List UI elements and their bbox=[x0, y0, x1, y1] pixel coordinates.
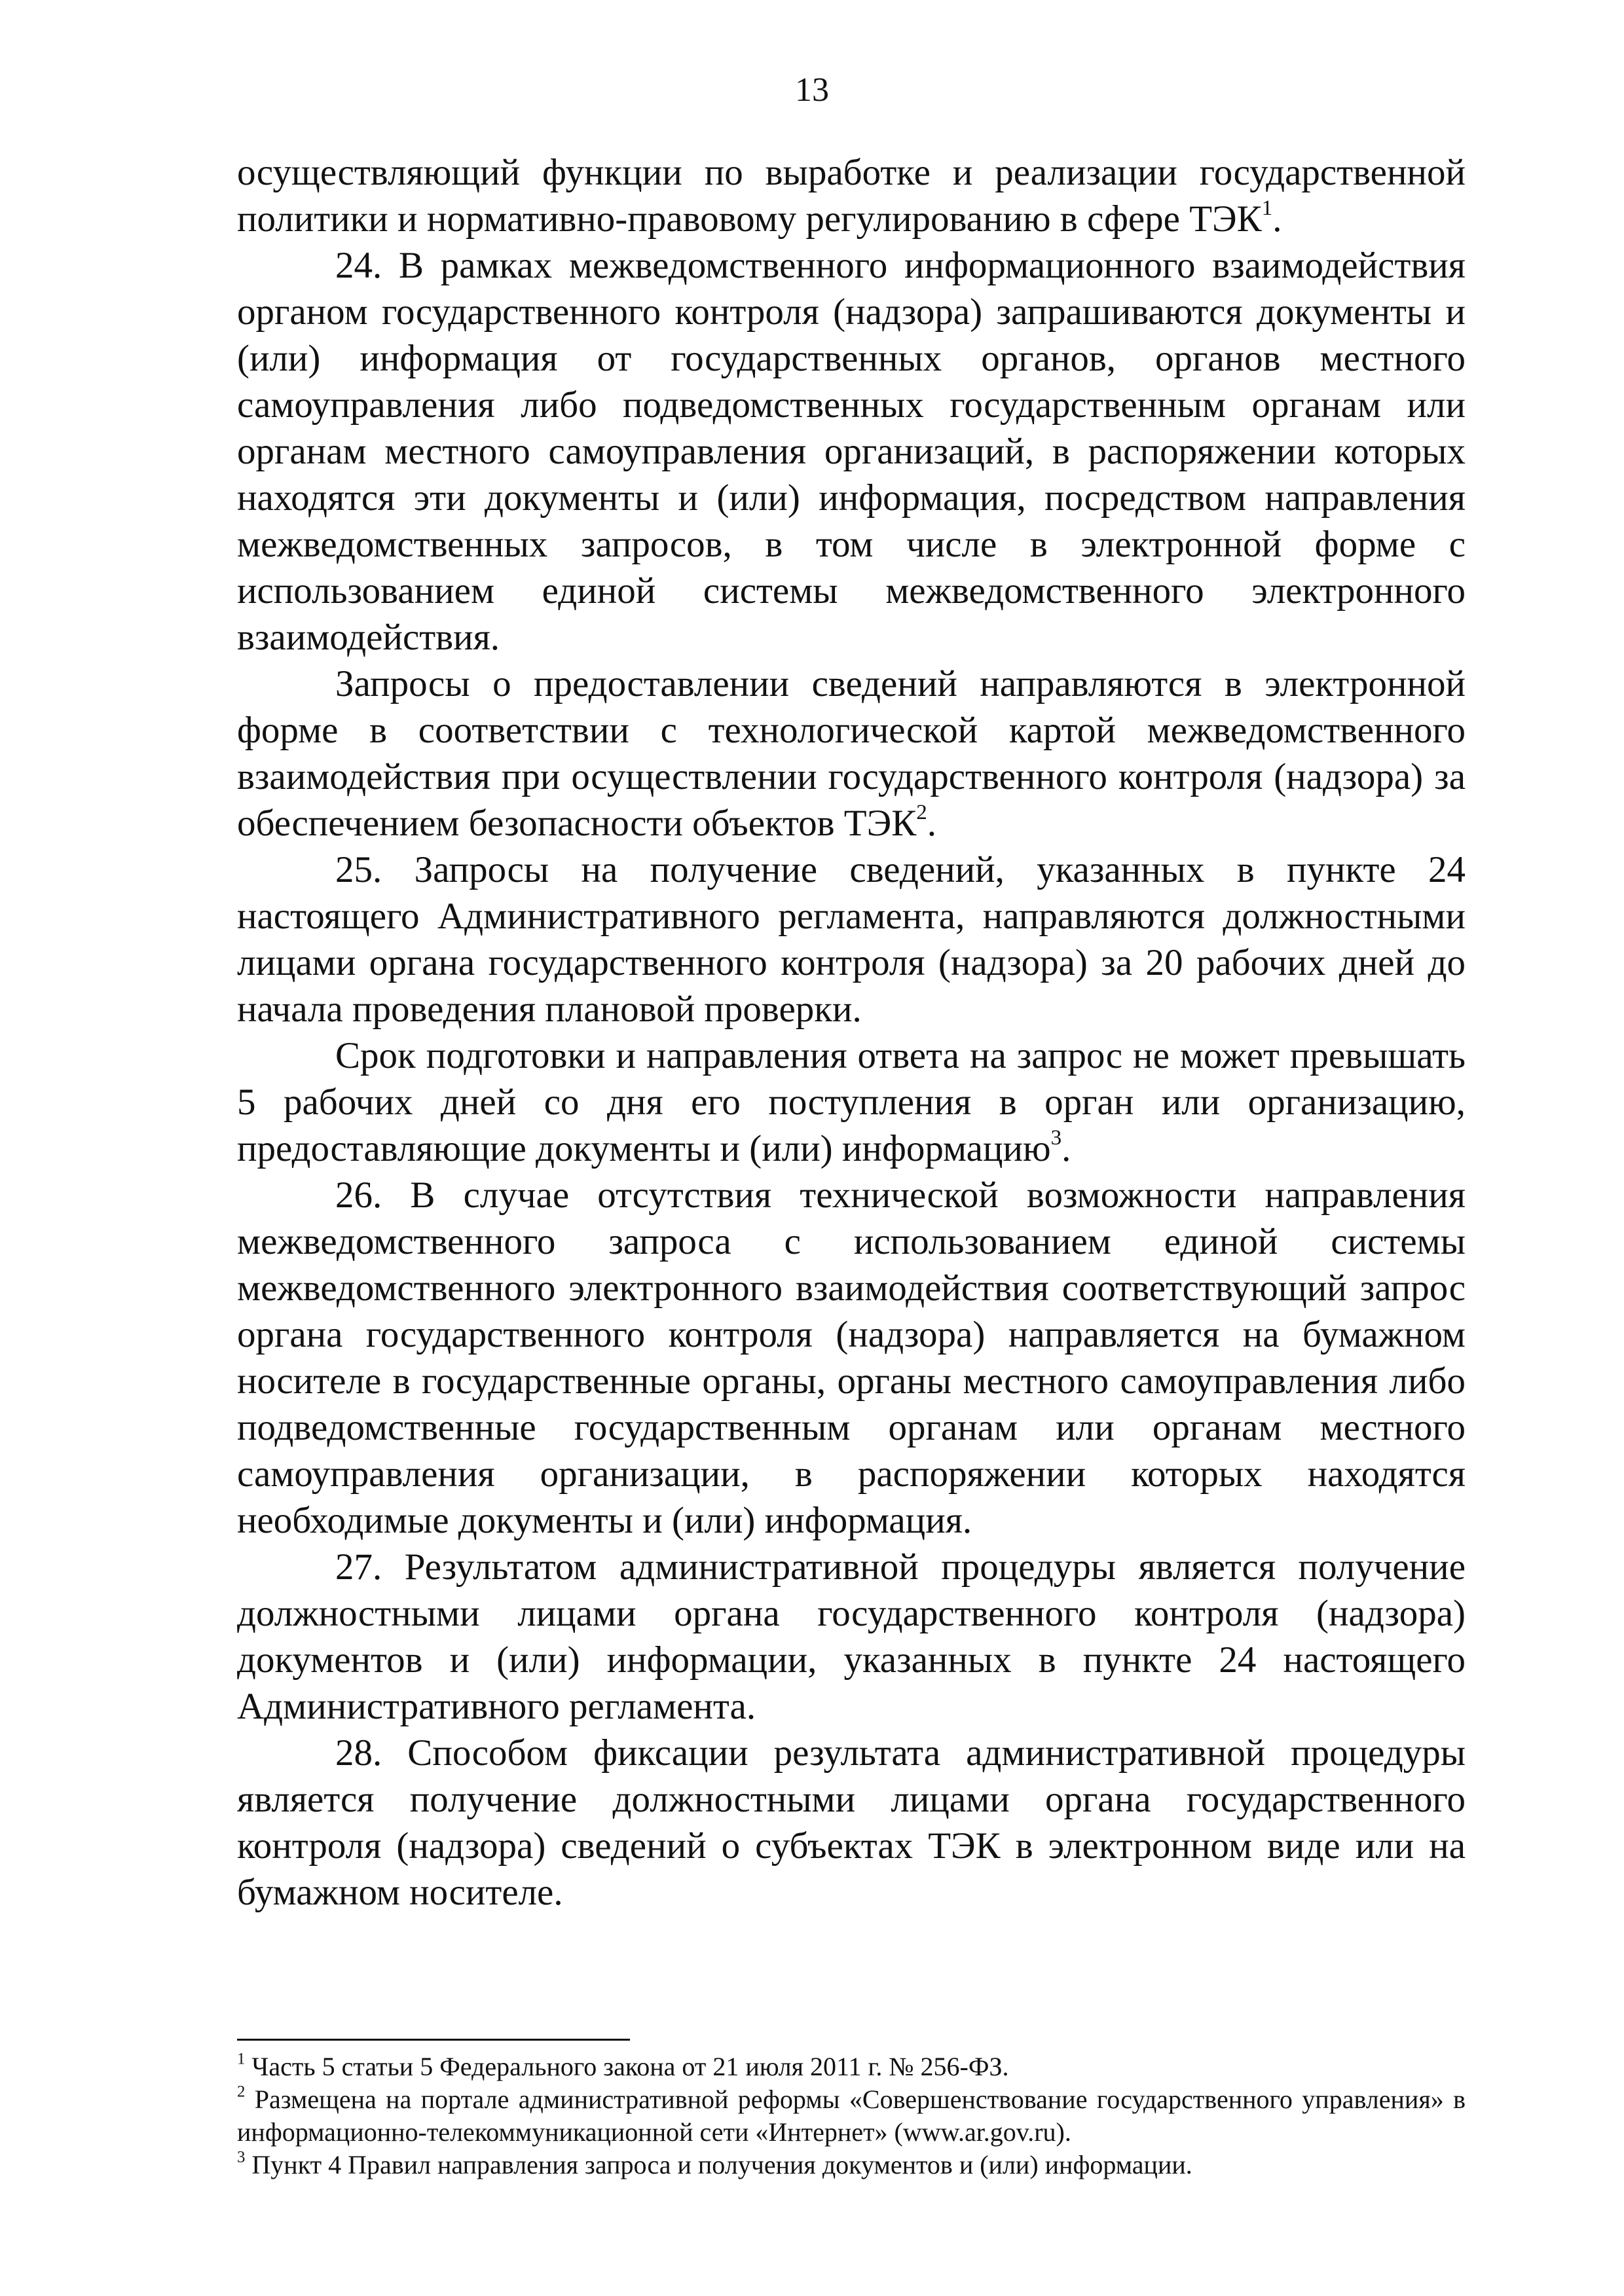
footnote-1: $^1$ Часть 5 статьи 5 Федерального закона от 21 июля 2011 г. № 256-ФЗ. bbox=[237, 2050, 1009, 2081]
footnote-mark-3: 3 bbox=[237, 2148, 246, 2166]
footnote-mark-1: 1 bbox=[237, 2050, 246, 2068]
paragraph-26: 26. В случае отсутствия технической возможности направления межведомственного запроса с использованием единой системы межведомственного электронного взаимодействия соответствующий запрос органа государственного контроля (надзора) направляется на бумажном носителе в государственные органы, органы местного самоуправления либо подведомственные государственным органам или органам местного самоуправления организации, в распоряжении которых находятся необходимые документы и (или) информация. bbox=[237, 1175, 1466, 1541]
page-number: 13 bbox=[795, 71, 829, 109]
paragraph-28: 28. Способом фиксации результата административной процедуры является получение должностными лицами органа государственного контроля (надзора) сведений о субъектах ТЭК в электронном виде или на бумажном носителе. bbox=[237, 1732, 1466, 1913]
footnote-mark-2: 2 bbox=[237, 2083, 246, 2101]
paragraph-24: 24. В рамках межведомственного информационного взаимодействия органом государственного контроля (надзора) запрашиваются документы и (или) информация от государственных органов, органов местного самоуправления либо подведомственных государственным органам или органам местного самоуправления организаций, в распоряжении которых находятся эти документы и (или) информация, посредством направления межведомственных запросов, в том числе в электронной форме с использованием единой системы межведомственного электронного взаимодействия. bbox=[237, 245, 1466, 658]
footnote-ref-3: 3 bbox=[1050, 1126, 1062, 1150]
footnote-2: $^2$ Размещена на портале административной реформы «Совершенствование государственного управления» в информационно-телекоммуникационной сети «Интернет» (www.ar.gov.ru). bbox=[237, 2083, 1466, 2147]
footnote-separator bbox=[237, 2039, 630, 2041]
footnote-3: $^3$ Пункт 4 Правил направления запроса и получения документов и (или) информации. bbox=[237, 2148, 1192, 2179]
paragraph-24-requests: Запросы о предоставлении сведений направляются в электронной форме в соответствии с технологической картой межведомственного взаимодействия при осуществлении государственного контроля (надзора) за обеспечением безопасности объектов ТЭК$^2$. bbox=[237, 663, 1466, 844]
paragraph-27: 27. Результатом административной процедуры является получение должностными лицами органа государственного контроля (надзора) документов и (или) информации, указанных в пункте 24 настоящего Административного регламента. bbox=[237, 1546, 1466, 1727]
paragraph-continuation: осуществляющий функции по выработке и реализации государственной политики и нормативно-правовому регулированию в сфере ТЭК$^1$. bbox=[237, 152, 1466, 240]
paragraph-25-deadline: Срок подготовки и направления ответа на запрос не может превышать 5 рабочих дней со дня его поступления в орган или организацию, предоставляющие документы и (или) информацию$^3$. bbox=[237, 1035, 1466, 1169]
paragraph-25: 25. Запросы на получение сведений, указанных в пункте 24 настоящего Административного регламента, направляются должностными лицами органа государственного контроля (надзора) за 20 рабочих дней до начала проведения плановой проверки. bbox=[237, 849, 1466, 1030]
footnote-ref-1: 1 bbox=[1261, 196, 1273, 221]
body-text bbox=[237, 149, 1466, 1916]
footnote-ref-2: 2 bbox=[916, 801, 927, 825]
footnotes bbox=[237, 2050, 1466, 2181]
